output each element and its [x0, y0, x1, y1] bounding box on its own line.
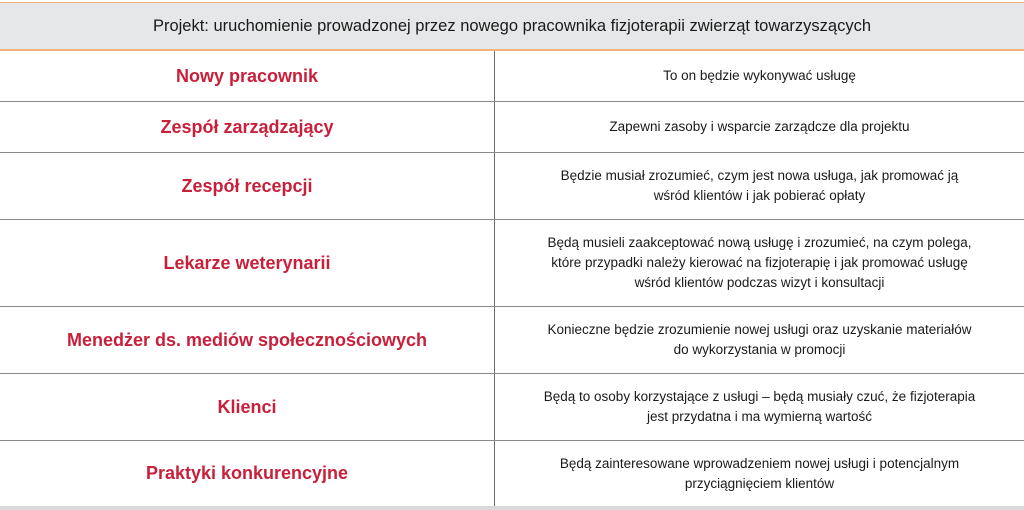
table-title: Projekt: uruchomienie prowadzonej przez nowego pracownika fizjoterapii zwierząt towarzyszących — [0, 2, 1024, 51]
table-row — [0, 220, 1024, 307]
stakeholder-name: Nowy pracownik — [0, 51, 495, 101]
stakeholder-name: Zespół zarządzający — [0, 102, 495, 152]
stakeholder-description: Zapewni zasoby i wsparcie zarządcze dla projektu — [609, 119, 910, 134]
stakeholder-name: Praktyki konkurencyjne — [0, 441, 495, 506]
table-row — [0, 441, 1024, 507]
table-row — [0, 307, 1024, 374]
stakeholder-description: Będą to osoby korzystające z usługi – będą musiały czuć, że fizjoterapia jest przydatna i ma wymierną wartość — [543, 389, 976, 424]
stakeholder-name: Klienci — [0, 374, 495, 440]
stakeholder-description: To on będzie wykonywać usługę — [663, 68, 856, 83]
stakeholder-name: Menedżer ds. mediów społecznościowych — [0, 307, 495, 373]
stakeholder-description: Konieczne będzie zrozumienie nowej usługi oraz uzyskanie materiałów do wykorzystania w promocji — [547, 322, 972, 357]
table-row — [0, 102, 1024, 153]
stakeholder-description: Będzie musiał zrozumieć, czym jest nowa usługa, jak promować ją wśród klientów i jak pobierać opłaty — [560, 168, 959, 203]
stakeholder-name: Zespół recepcji — [0, 153, 495, 219]
stakeholder-description: Będą zainteresowane wprowadzeniem nowej usługi i potencjalnym przyciągnięciem klientów — [559, 455, 960, 491]
stakeholder-description: Będą musieli zaakceptować nową usługę i zrozumieć, na czym polega, które przypadki należy kierować na fizjoterapię i jak promować usługę wśród klientów podczas wizyt i konsultacji — [547, 235, 972, 290]
table-row — [0, 153, 1024, 220]
table-row — [0, 374, 1024, 441]
stakeholder-name: Lekarze weterynarii — [0, 220, 495, 306]
table-bottom-border — [0, 506, 1024, 510]
table-row — [0, 51, 1024, 102]
